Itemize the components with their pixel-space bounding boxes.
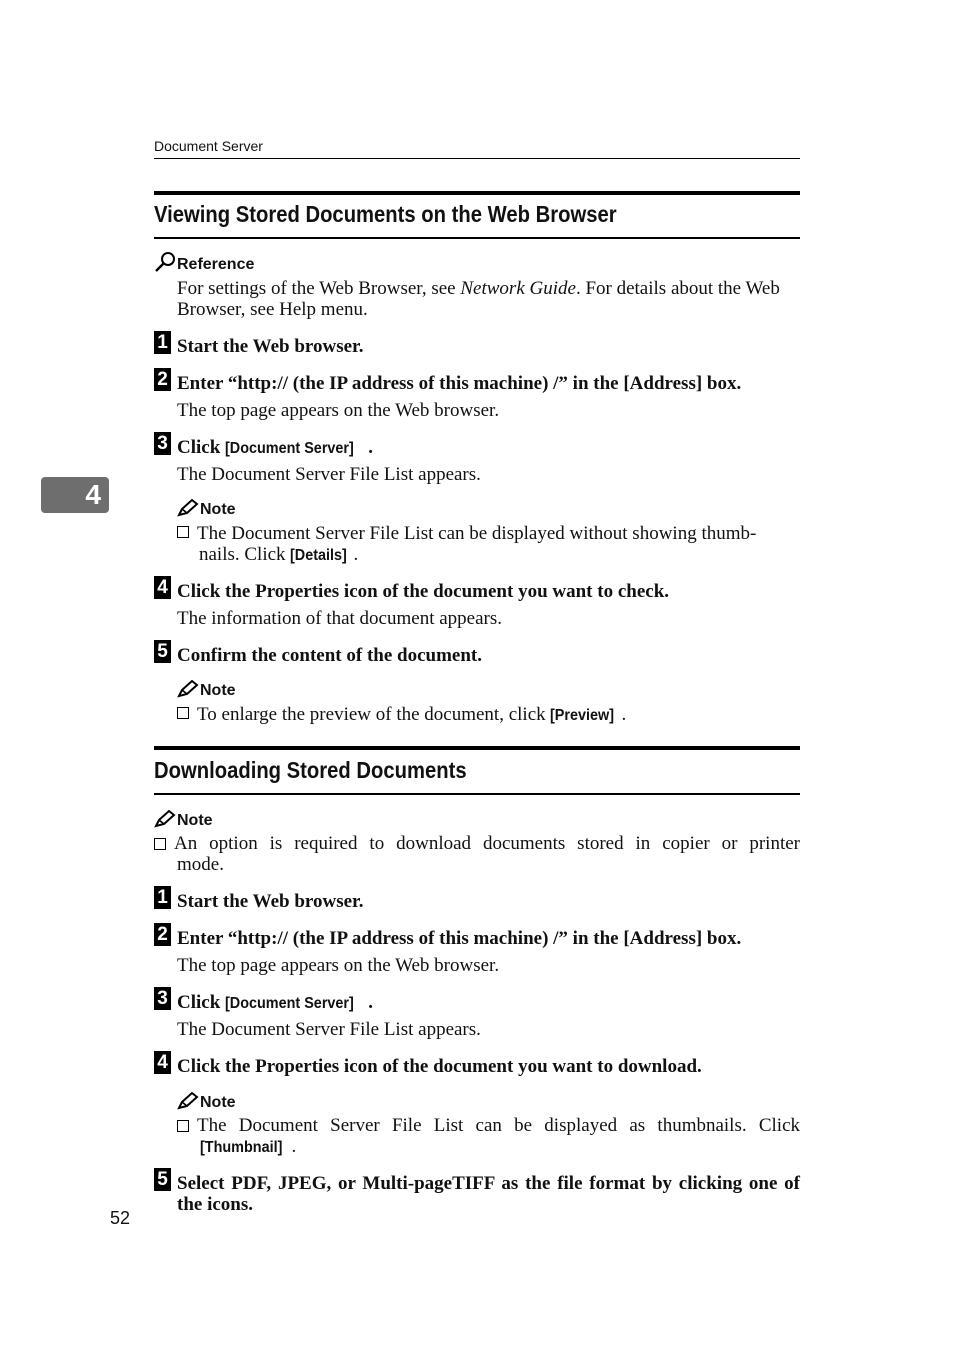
note-text-part: . bbox=[353, 544, 359, 565]
note-text bbox=[177, 1115, 800, 1158]
note-text-part: To enlarge the preview of the document, click bbox=[197, 704, 551, 725]
note-heading: Note bbox=[200, 501, 236, 518]
step-number: 1 bbox=[154, 886, 171, 909]
step-number: 4 bbox=[154, 576, 171, 599]
note-text-part: nails. Click bbox=[199, 544, 291, 565]
step-result: The information of that document appears. bbox=[177, 608, 503, 629]
step-text: Enter “http:// (the IP address of this machine) /” in the [Address] box. bbox=[177, 373, 742, 394]
checkbox-bullet-icon bbox=[177, 1120, 189, 1132]
note-text bbox=[154, 833, 800, 875]
note-heading: Note bbox=[200, 1094, 236, 1111]
section-bottom-rule bbox=[154, 237, 800, 239]
step-text: Confirm the content of the document. bbox=[177, 645, 483, 666]
key-label: [Document Server] bbox=[225, 440, 354, 457]
section-bottom-rule bbox=[154, 793, 800, 795]
note-text-part: The Document Server File List can be displayed without showing thumb- bbox=[197, 523, 757, 544]
key-label: [Document Server] bbox=[225, 995, 354, 1012]
page-number: 52 bbox=[110, 1208, 131, 1228]
step-text: Start the Web browser. bbox=[177, 891, 364, 912]
running-header: Document Server bbox=[154, 138, 263, 154]
section-title: Downloading Stored Documents bbox=[154, 757, 467, 783]
pencil-icon bbox=[177, 1092, 199, 1115]
pencil-icon bbox=[154, 810, 176, 833]
magnifier-icon bbox=[154, 251, 176, 278]
header-rule bbox=[154, 158, 800, 159]
step-text-part: the icons. bbox=[177, 1194, 253, 1215]
step-text bbox=[177, 437, 373, 459]
step-number: 5 bbox=[154, 1168, 171, 1191]
step-number: 3 bbox=[154, 987, 171, 1010]
step-text-part: Click bbox=[177, 437, 226, 458]
key-label: [Details] bbox=[290, 547, 348, 564]
step-number: 5 bbox=[154, 640, 171, 663]
step-text-part: Click bbox=[177, 992, 226, 1013]
step-result: The top page appears on the Web browser. bbox=[177, 955, 500, 976]
checkbox-bullet-icon bbox=[177, 707, 189, 719]
reference-text-part: . For details about the Web bbox=[575, 278, 780, 299]
checkbox-bullet-icon bbox=[177, 526, 189, 538]
note-line bbox=[177, 1115, 800, 1136]
step-text: Click the Properties icon of the document you want to check. bbox=[177, 581, 670, 602]
note-text-part: . bbox=[291, 1136, 297, 1157]
reference-text bbox=[177, 278, 800, 320]
step-text-part: . bbox=[368, 992, 373, 1013]
step-number: 1 bbox=[154, 331, 171, 354]
step-text: Enter “http:// (the IP address of this machine) /” in the [Address] box. bbox=[177, 928, 742, 949]
step-number: 2 bbox=[154, 368, 171, 391]
note-text bbox=[177, 704, 626, 726]
note-text-part: An option is required to download documents stored in copier or printer bbox=[174, 833, 800, 854]
reference-heading: Reference bbox=[177, 256, 255, 273]
chapter-tab: 4 bbox=[41, 477, 109, 513]
note-text-part: . bbox=[621, 704, 627, 725]
note-text-part: mode. bbox=[177, 854, 224, 875]
note-heading: Note bbox=[177, 812, 213, 829]
step-result: The top page appears on the Web browser. bbox=[177, 400, 500, 421]
step-text-part: Select PDF, JPEG, or Multi-pageTIFF as the file format by clicking one of bbox=[177, 1173, 800, 1194]
key-label: [Thumbnail] bbox=[200, 1139, 283, 1156]
step-text: Start the Web browser. bbox=[177, 336, 364, 357]
note-line bbox=[154, 833, 800, 854]
step-text-part: . bbox=[368, 437, 373, 458]
note-text bbox=[177, 523, 800, 566]
step-text bbox=[177, 992, 373, 1014]
note-line bbox=[177, 1136, 800, 1158]
note-text-part: The Document Server File List can be displayed as thumbnails. Click bbox=[197, 1115, 800, 1136]
section-top-rule bbox=[154, 746, 800, 750]
step-number: 3 bbox=[154, 432, 171, 455]
reference-text-part: Browser, see Help menu. bbox=[177, 299, 368, 320]
reference-text-part: For settings of the Web Browser, see bbox=[177, 278, 461, 299]
key-label: [Preview] bbox=[550, 707, 615, 724]
pencil-icon bbox=[177, 499, 199, 522]
pencil-icon bbox=[177, 680, 199, 703]
reference-guide-title: Network Guide bbox=[460, 278, 576, 299]
step-result: The Document Server File List appears. bbox=[177, 464, 481, 485]
section-top-rule bbox=[154, 191, 800, 195]
section-title: Viewing Stored Documents on the Web Browser bbox=[154, 201, 617, 227]
step-result: The Document Server File List appears. bbox=[177, 1019, 481, 1040]
step-number: 2 bbox=[154, 923, 171, 946]
checkbox-bullet-icon bbox=[154, 838, 166, 850]
note-heading: Note bbox=[200, 682, 236, 699]
step-text: Click the Properties icon of the document you want to download. bbox=[177, 1056, 702, 1077]
step-number: 4 bbox=[154, 1051, 171, 1074]
step-text bbox=[177, 1173, 800, 1215]
